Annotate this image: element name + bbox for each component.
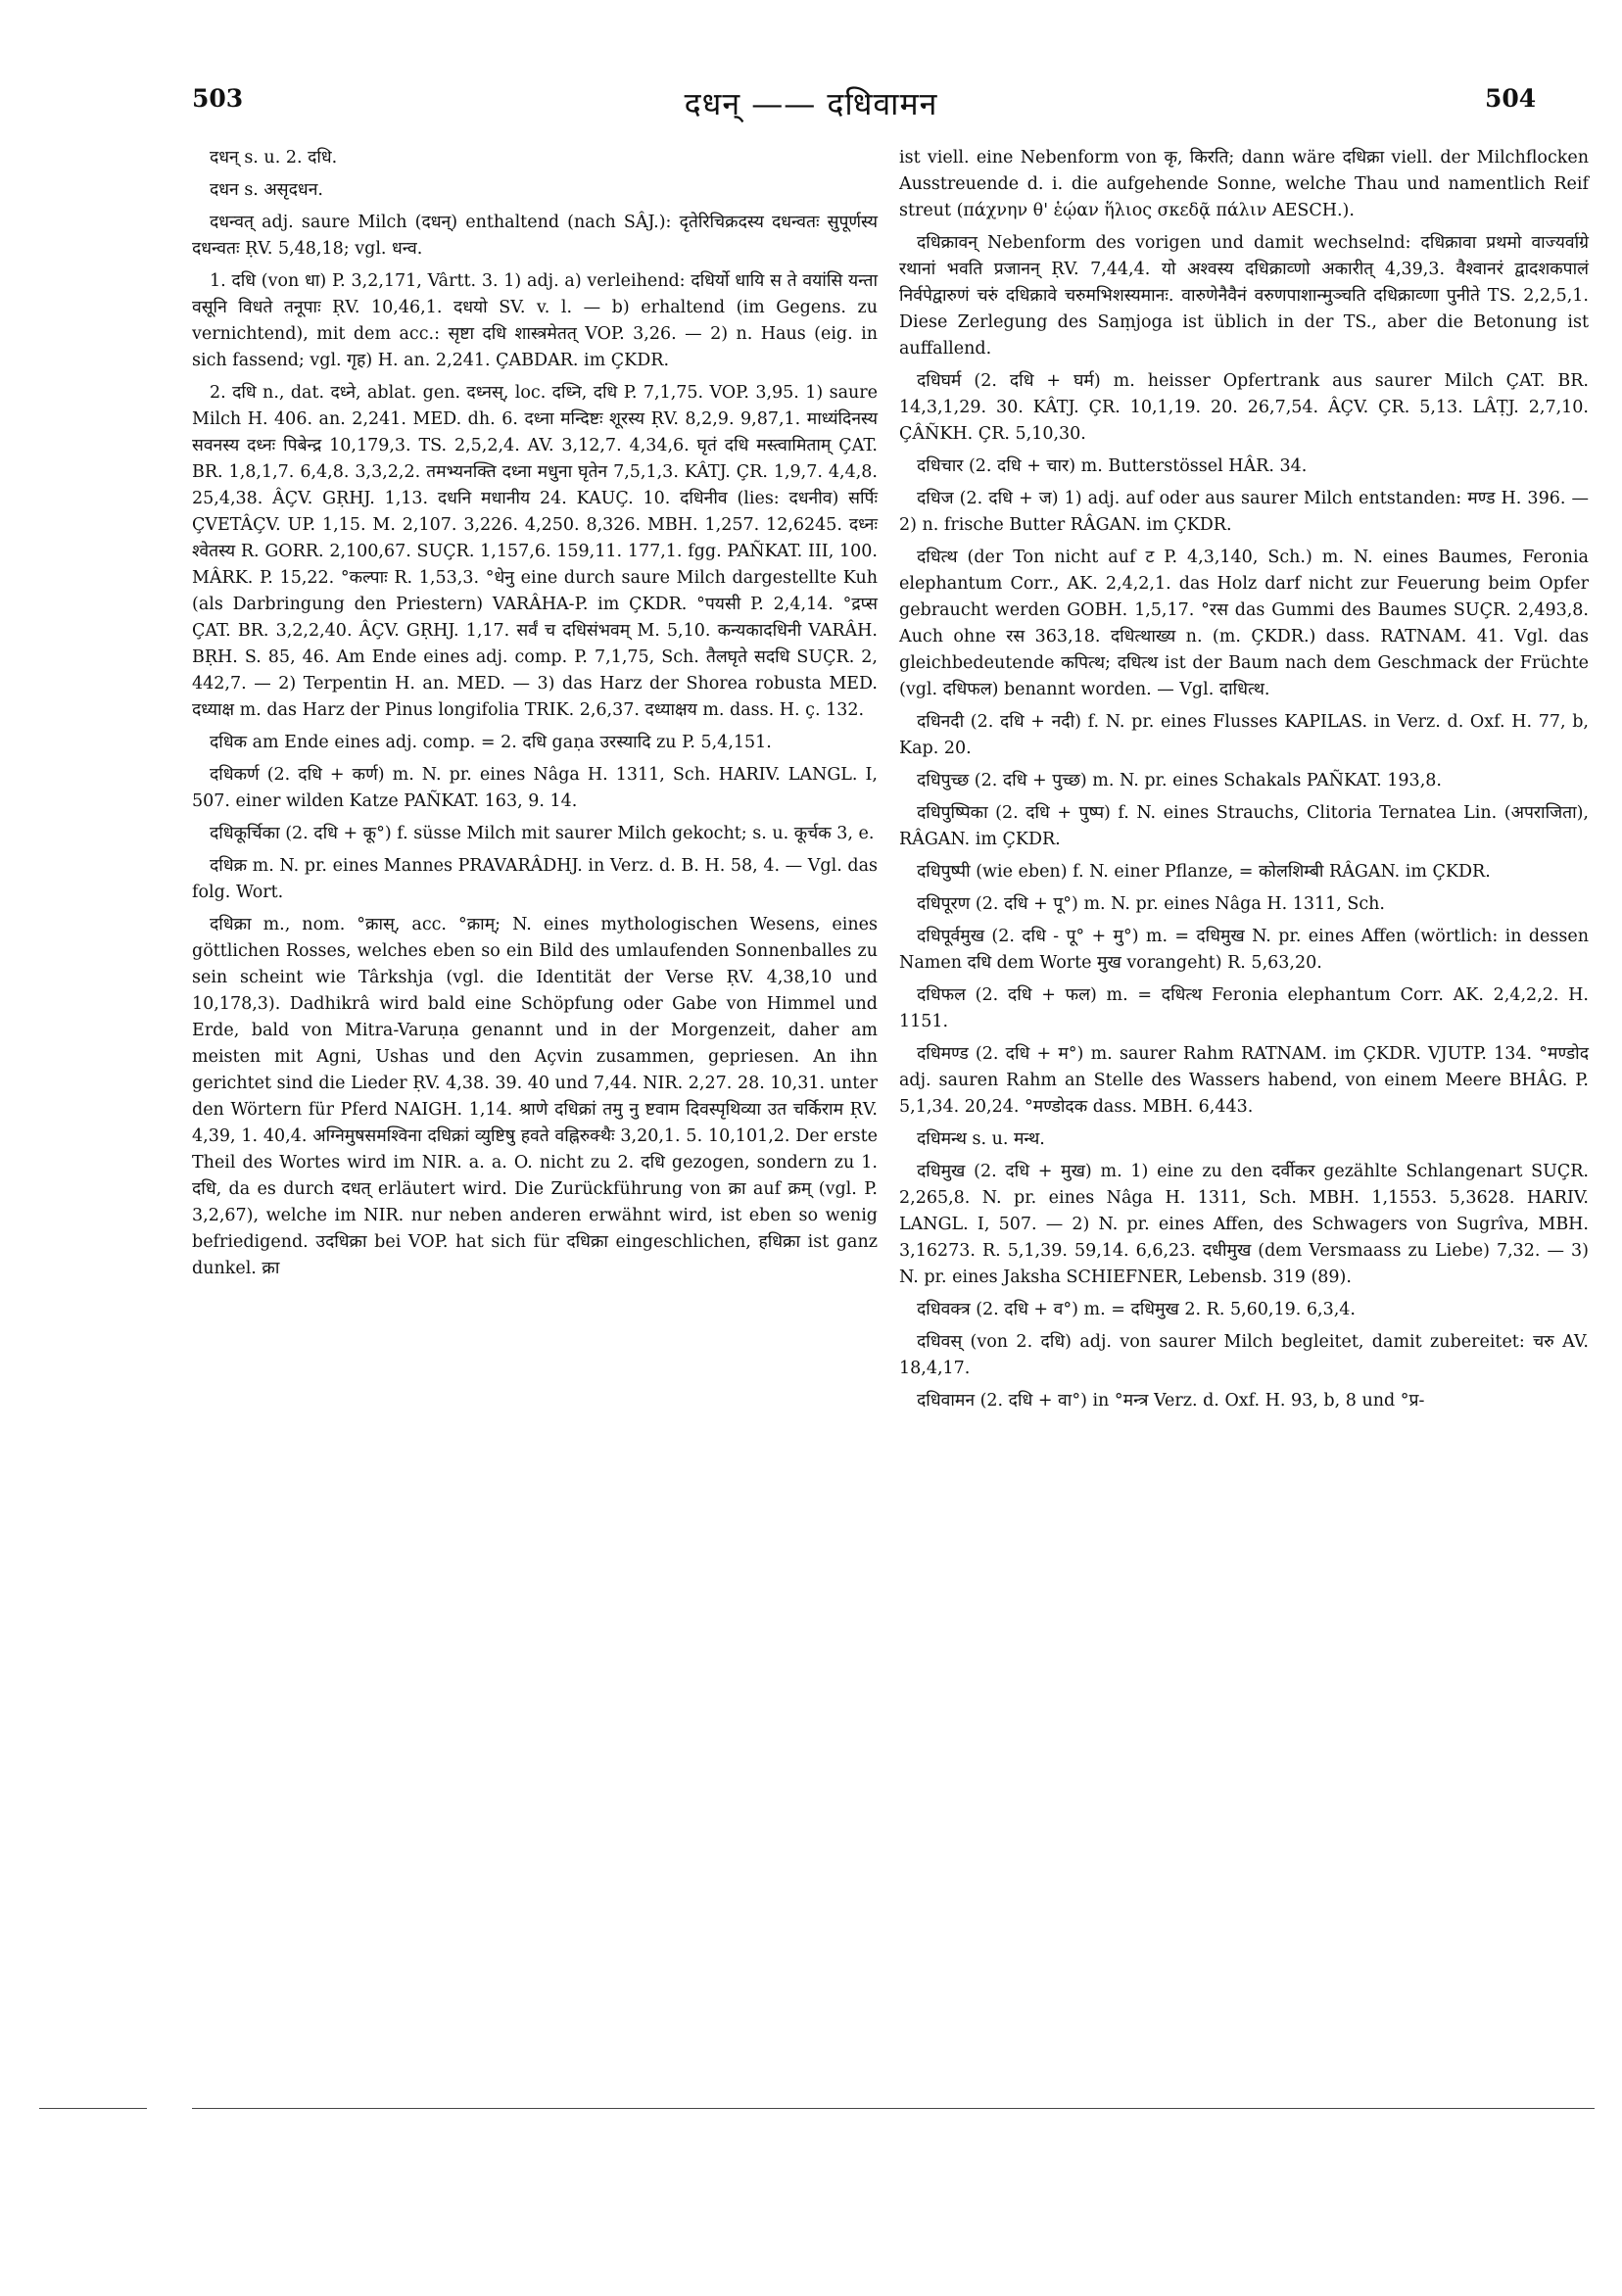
dictionary-entry: दधित्थ (der Ton nicht auf ट P. 4,3,140, Sch.) m. N. eines Baumes, Feronia elephantum Corr., AK. 2,4,2,1. das Holz darf nicht zur Feuerung beim Opfer gebraucht werden GOBH. 1,5,17. °रस das Gummi des Baumes SUÇR. 2,493,8. Auch ohne रस 363,18. दधित्थाख्य n. (m. ÇKDR.) dass. RATNAM. 41. Vgl. das gleichbedeutende कपित्थ; दधित्थ ist der Baum nach dem Geschmack der Früchte (vgl. दधिफल) benannt worden. — Vgl. दाधित्थ. bbox=[899, 548, 1589, 699]
dictionary-entry: दधिचार (2. दधि + चार) m. Butterstössel HÂR. 34. bbox=[917, 456, 1308, 476]
dictionary-entry: दधिमण्ड (2. दधि + म°) m. saurer Rahm RATNAM. im ÇKDR. VJUTP. 134. °मण्डोद adj. sauren Rahm an Stelle des Wassers habend, von einem Meere BHÂG. P. 5,1,34. 20,24. °मण्डोदक dass. MBH. 6,443. bbox=[899, 1044, 1589, 1117]
left-page-number: 503 bbox=[192, 84, 244, 113]
dictionary-entry: दधिनदी (2. दधि + नदी) f. N. pr. eines Flusses KAPILAS. in Verz. d. Oxf. H. 77, b, Kap. 20. bbox=[899, 712, 1589, 758]
dictionary-entry: दधिवामन (2. दधि + वा°) in °मन्त्र Verz. d. Oxf. H. 93, b, 8 und °प्र- bbox=[917, 1391, 1425, 1411]
dictionary-entry: दधिपुष्पी (wie eben) f. N. einer Pflanze, = कोलशिम्बी RÂGAN. im ÇKDR. bbox=[917, 862, 1491, 882]
dictionary-entry: दधिमन्थ s. u. मन्थ. bbox=[917, 1129, 1045, 1149]
dictionary-entry: दधिफल (2. दधि + फल) m. = दधित्थ Feronia elephantum Corr. AK. 2,4,2,2. H. 1151. bbox=[899, 985, 1589, 1031]
dictionary-entry: दधिवक्त्र (2. दधि + व°) m. = दधिमुख 2. R. 5,60,19. 6,3,4. bbox=[917, 1300, 1356, 1319]
dictionary-entry: दधिक्रा m., nom. °क्रास्, acc. °क्राम्; N. eines mythologischen Wesens, eines göttlichen Rosses, welches eben so ein Bild des umlaufenden Sonnenballes zu sein scheint wie Târkshja (vgl. die Identität der Verse ṚV. 4,38,10 und 10,178,3). Dadhikrâ wird bald eine Schöpfung oder Gabe von Himmel und Erde, bald von Mitra-Varuṇa genannt und in der Morgenzeit, daher am meisten mit Agni, Ushas und den Açvin zusammen, gepriesen. An ihn gerichtet sind die Lieder ṚV. 4,38. 39. 40 und 7,44. NIR. 2,27. 28. 10,31. unter den Wörtern für Pferd NAIGH. 1,14. श्राणे दधिक्रां तमु नु ष्टवाम दिवस्पृथिव्या उत चर्किराम ṚV. 4,39, 1. 40,4. अग्निमुषसमश्विना दधिक्रां व्युष्टिषु हवते वह्निरुक्थैः 3,20,1. 5. 10,101,2. Der erste Theil des Wortes wird im NIR. a. a. O. nicht zu 2. दधि gezogen, sondern zu 1. दधि, da es durch दधत् erläutert wird. Die Zurückführung von क्रा auf क्रम् (vgl. P. 3,2,67), welche im NIR. nur neben anderen erwähnt wird, ist eben so wenig befriedigend. उदधिक्रा bei VOP. hat sich für दधिक्रा eingeschlichen, हधिक्रा ist ganz dunkel. क्रा bbox=[192, 915, 878, 1278]
dictionary-entry: दधिक am Ende eines adj. comp. = 2. दधि gaṇa उरस्यादि zu P. 5,4,151. bbox=[210, 733, 772, 752]
dictionary-entry: दधिपुच्छ (2. दधि + पुच्छ) m. N. pr. eines Schakals PAÑKAT. 193,8. bbox=[917, 771, 1442, 790]
dictionary-entry: दधन्वत् adj. saure Milch (दधन्) enthaltend (nach SÂJ.): दृतेरिचिक्रदस्य दधन्वतः सुपूर्णस्य दधन्वतः ṚV. 5,48,18; vgl. धन्व. bbox=[192, 213, 878, 259]
dictionary-entry: दधिपूर्वमुख (2. दधि - पू° + मु°) m. = दधिमुख N. pr. eines Affen (wörtlich: in dessen Namen दधि dem Worte मुख vorangeht) R. 5,63,20. bbox=[899, 927, 1589, 973]
running-headword: दधन् —— दधिवामन bbox=[684, 85, 938, 122]
dictionary-entry: दधिक्र m. N. pr. eines Mannes PRAVARÂDHJ. in Verz. d. B. H. 58, 4. — Vgl. das folg. Wort. bbox=[192, 856, 878, 902]
dictionary-entry: दधिज (2. दधि + ज) 1) adj. auf oder aus saurer Milch entstanden: मण्ड H. 396. — 2) n. frische Butter RÂGAN. im ÇKDR. bbox=[899, 489, 1589, 535]
dictionary-entry: दधन s. असृदधन. bbox=[210, 180, 323, 200]
right-page-number: 504 bbox=[1485, 84, 1537, 113]
left-column bbox=[192, 145, 878, 1288]
dictionary-entry: 1. दधि (von धा) P. 3,2,171, Vârtt. 3. 1) adj. a) verleihend: दधिर्यो धायि स ते वयांसि यन्ता वसूनि विधते तनूपाः ṚV. 10,46,1. दधयो SV. v. l. — b) erhaltend (im Gegens. zu vernichtend), mit dem acc.: सृष्टा दधि शास्त्रमेतत् VOP. 3,26. — 2) n. Haus (eig. in sich fassend; vgl. गृह) H. an. 2,241. ÇABDAR. im ÇKDR. bbox=[192, 271, 878, 370]
right-column bbox=[899, 145, 1589, 1420]
dictionary-entry: दधिपूरण (2. दधि + पू°) m. N. pr. eines Nâga H. 1311, Sch. bbox=[917, 894, 1385, 914]
dictionary-entry: दधिवस् (von 2. दधि) adj. von saurer Milch begleitet, damit zubereitet: चरु AV. 18,4,17. bbox=[899, 1332, 1589, 1378]
dictionary-entry: दधन् s. u. 2. दधि. bbox=[210, 148, 338, 167]
dictionary-entry: दधिघर्म (2. दधि + घर्म) m. heisser Opfertrank aus saurer Milch ÇAT. BR. 14,3,1,29. 30. KÂTJ. ÇR. 10,1,19. 20. 26,7,54. ÂÇV. ÇR. 5,13. LÂṬJ. 2,7,10. ÇÂÑKH. ÇR. 5,10,30. bbox=[899, 371, 1589, 444]
dictionary-entry: दधिकूर्चिका (2. दधि + कू°) f. süsse Milch mit saurer Milch gekocht; s. u. कूर्चक 3, e. bbox=[210, 824, 875, 843]
dictionary-entry: दधिक्रावन् Nebenform des vorigen und damit wechselnd: दधिक्रावा प्रथमो वाज्यर्वाग्रे रथानां भवति प्रजानन् ṚV. 7,44,4. यो अश्वस्य दधिक्राव्णो अकारीत् 4,39,3. वैश्वानरं द्वादशकपालं निर्वपेद्वारुणं चरुं दधिक्रावे चरुमभिशस्यमानः. वारुणेनैवैनं वरुणपाशान्मुञ्चति दधिक्राव्णा पुनीते TS. 2,2,5,1. Diese Zerlegung des Saṃjoga ist üblich in der TS., aber die Betonung ist auffallend. bbox=[899, 233, 1589, 359]
dictionary-entry: दधिकर्ण (2. दधि + कर्ण) m. N. pr. eines Nâga H. 1311, Sch. HARIV. LANGL. I, 507. einer wilden Katze PAÑKAT. 163, 9. 14. bbox=[192, 765, 878, 811]
footer-rule bbox=[192, 2108, 1595, 2109]
dictionary-entry: 2. दधि n., dat. दध्ने, ablat. gen. दध्नस्, loc. दध्नि, दधि P. 7,1,75. VOP. 3,95. 1) saure Milch H. 406. an. 2,241. MED. dh. 6. दध्ना मन्दिष्टः शूरस्य ṚV. 8,2,9. 9,87,1. माध्यंदिनस्य सवनस्य दध्नः पिबेन्द्र 10,179,3. TS. 2,5,2,4. AV. 3,12,7. 4,34,6. घृतं दधि मस्त्वामिताम् ÇAT. BR. 1,8,1,7. 6,4,8. 3,3,2,2. तमभ्यनक्ति दध्ना मधुना घृतेन 7,5,1,3. KÂTJ. ÇR. 1,9,7. 4,4,8. 25,4,38. ÂÇV. GṚHJ. 1,13. दधनि मधानीय 24. KAUÇ. 10. दधिनीव (lies: दधनीव) सर्पिः ÇVETÂÇV. UP. 1,15. M. 2,107. 3,226. 4,250. 8,326. MBH. 1,257. 12,6245. दध्नः श्वेतस्य R. GORR. 2,100,67. SUÇR. 1,157,6. 159,11. 177,1. fgg. PAÑKAT. III, 100. MÂRK. P. 15,22. °कल्पाः R. 1,53,3. °धेनु eine durch saure Milch dargestellte Kuh (als Darbringung den Priestern) VARÂHA-P. im ÇKDR. °पयसी P. 2,4,14. °द्रप्स ÇAT. BR. 3,2,2,40. ÂÇV. GṚHJ. 1,17. सर्वं च दधिसंभवम् M. 5,10. कन्यकादधिनी VARÂH. BṚH. S. 85, 46. Am Ende eines adj. comp. P. 7,1,75, Sch. तैलघृते सदधि SUÇR. 2, 442,7. — 2) Terpentin H. an. MED. — 3) das Harz der Shorea robusta MED. दध्याक्ष m. das Harz der Pinus longifolia TRIK. 2,6,37. दध्याक्षय m. dass. H. ç. 132. bbox=[192, 383, 878, 720]
footer-rule-left bbox=[39, 2108, 147, 2109]
dictionary-entry-continued: ist viell. eine Nebenform von कृ, किरति; dann wäre दधिक्रा viell. der Milchflocken Ausstreuende d. i. die aufgehende Sonne, welche Thau und namentlich Reif streut (πάχνην θ' ἑῴαν ἥλιος σκεδᾷ πάλιν AESCH.). bbox=[899, 148, 1589, 220]
dictionary-entry: दधिमुख (2. दधि + मुख) m. 1) eine zu den दर्वीकर gezählte Schlangenart SUÇR. 2,265,8. N. pr. eines Nâga H. 1311, Sch. MBH. 1,1553. 5,3628. HARIV. LANGL. I, 507. — 2) N. pr. eines Affen, des Schwagers von Sugrîva, MBH. 3,16273. R. 5,1,39. 59,14. 6,6,23. दधीमुख (dem Versmaass zu Liebe) 7,32. — 3) N. pr. eines Jaksha SCHIEFNER, Lebensb. 319 (89). bbox=[899, 1162, 1589, 1287]
dictionary-entry: दधिपुष्पिका (2. दधि + पुष्प) f. N. eines Strauchs, Clitoria Ternatea Lin. (अपराजिता), RÂGAN. im ÇKDR. bbox=[899, 803, 1589, 849]
